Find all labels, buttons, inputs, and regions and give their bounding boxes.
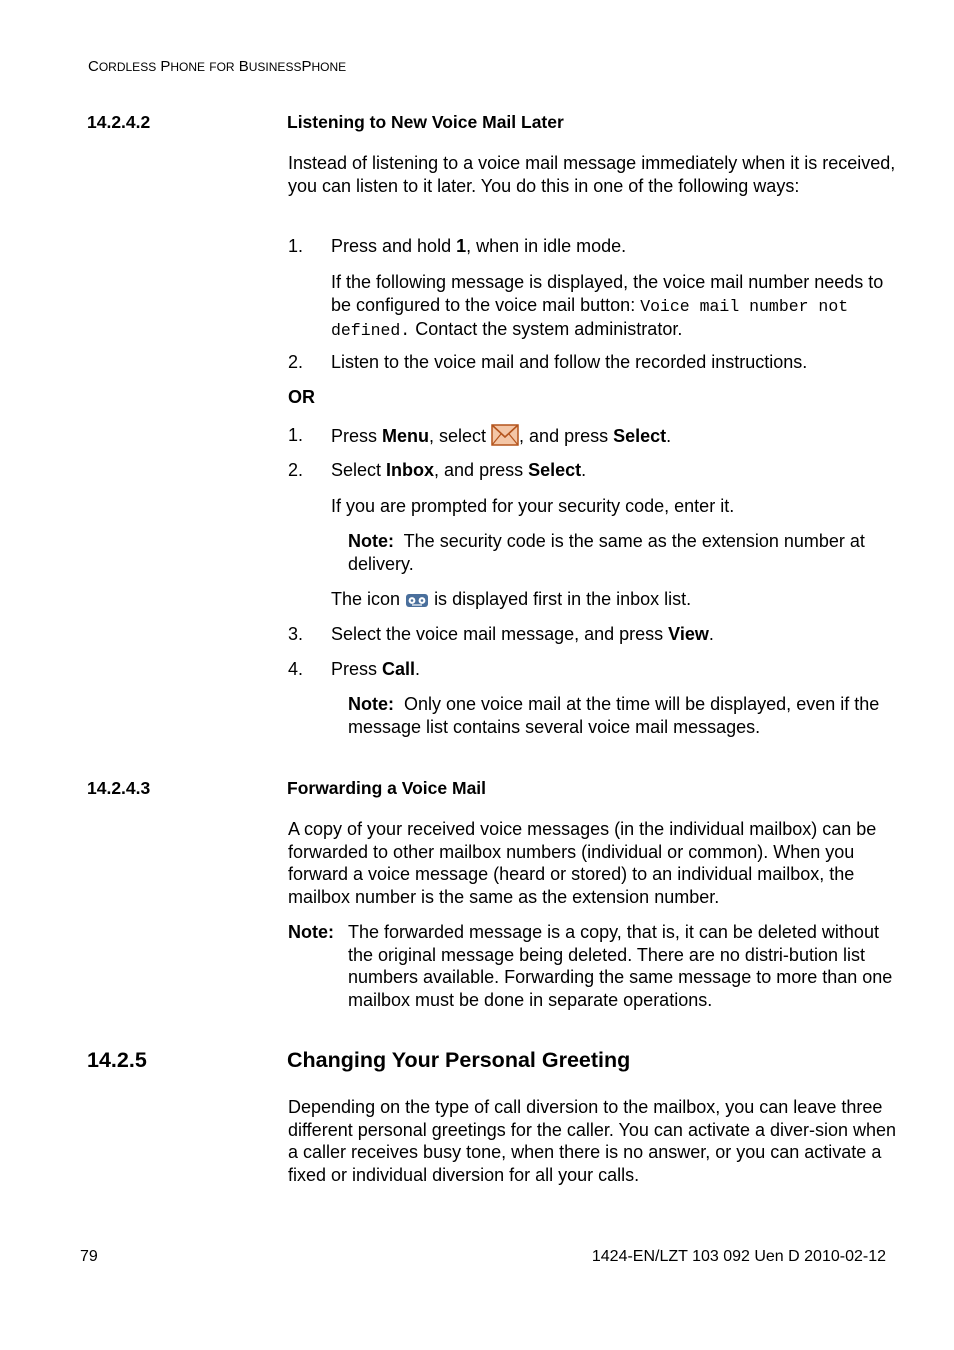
section-title: Listening to New Voice Mail Later bbox=[287, 112, 564, 132]
note-label: Note: bbox=[348, 694, 394, 714]
section-title: Forwarding a Voice Mail bbox=[287, 778, 487, 798]
step-number: 4. bbox=[288, 659, 304, 679]
document-id: 1424-EN/LZT 103 092 Uen D 2010-02-12 bbox=[591, 1248, 886, 1265]
section-title: Changing Your Personal Greeting bbox=[287, 1048, 631, 1072]
step-text: Press and hold 1, when in idle mode. bbox=[331, 236, 627, 256]
step-detail: If the following message is displayed, the voice mail number needs to be configured to the voice mail button: Voice mail number not defined. Contact the system administrator. bbox=[331, 272, 884, 340]
note-label: Note: bbox=[288, 922, 334, 942]
step-text: Press Menu, select , and press Select. bbox=[331, 424, 899, 452]
step-number: 3. bbox=[288, 624, 304, 644]
page-number: 79 bbox=[80, 1248, 98, 1265]
step-text: Select Inbox, and press Select. bbox=[331, 460, 587, 480]
step-text: Press Call. bbox=[331, 659, 421, 679]
intro-paragraph: Depending on the type of call diversion to the mailbox, you can leave three different personal greetings for the caller. You can activate a diver-sion when a caller receives busy tone, when there is no answer, or you can activate a fixed or individual diversion for all your calls. bbox=[288, 1097, 897, 1185]
step-detail: If you are prompted for your security code, enter it. bbox=[331, 496, 735, 516]
section-number: 14.2.4.2 bbox=[87, 112, 151, 132]
step-number: 1. bbox=[288, 236, 304, 256]
icon-description: The icon is displayed first in the inbox list. bbox=[331, 588, 899, 615]
voicemail-tape-icon bbox=[405, 591, 429, 615]
note-text: The forwarded message is a copy, that is, it can be deleted without the original message being deleted. There are no distri-bution list numbers available. Forwarding the same message to more than one mailbox must be done in separate operations. bbox=[348, 922, 893, 1010]
note: Note: Only one voice mail at the time will be displayed, even if the message list contains several voice mail messages. bbox=[348, 694, 885, 737]
note-label: Note: bbox=[348, 531, 394, 551]
intro-paragraph: Instead of listening to a voice mail message immediately when it is received, you can listen to it later. You do this in one of the following ways: bbox=[288, 153, 896, 196]
section-number: 14.2.5 bbox=[87, 1048, 147, 1072]
note: Note: The security code is the same as the extension number at delivery. bbox=[348, 531, 870, 574]
section-number: 14.2.4.3 bbox=[87, 778, 151, 798]
step-number: 1. bbox=[288, 425, 304, 445]
step-number: 2. bbox=[288, 352, 304, 372]
step-number: 2. bbox=[288, 460, 304, 480]
step-text: Select the voice mail message, and press View. bbox=[331, 624, 714, 644]
step-text: Listen to the voice mail and follow the recorded instructions. bbox=[331, 352, 808, 372]
envelope-icon bbox=[491, 424, 519, 452]
or-separator: OR bbox=[288, 387, 315, 407]
running-header: CORDLESS PHONE FOR BUSINESSPHONE bbox=[88, 58, 347, 75]
intro-paragraph: A copy of your received voice messages (in the individual mailbox) can be forwarded to other mailbox numbers (individual or common). When you forward a voice message (heard or stored) to an individual mailbox, the mailbox number is the same as the extension number. bbox=[288, 819, 877, 907]
display-message: Voice mail number not defined. bbox=[331, 296, 849, 340]
